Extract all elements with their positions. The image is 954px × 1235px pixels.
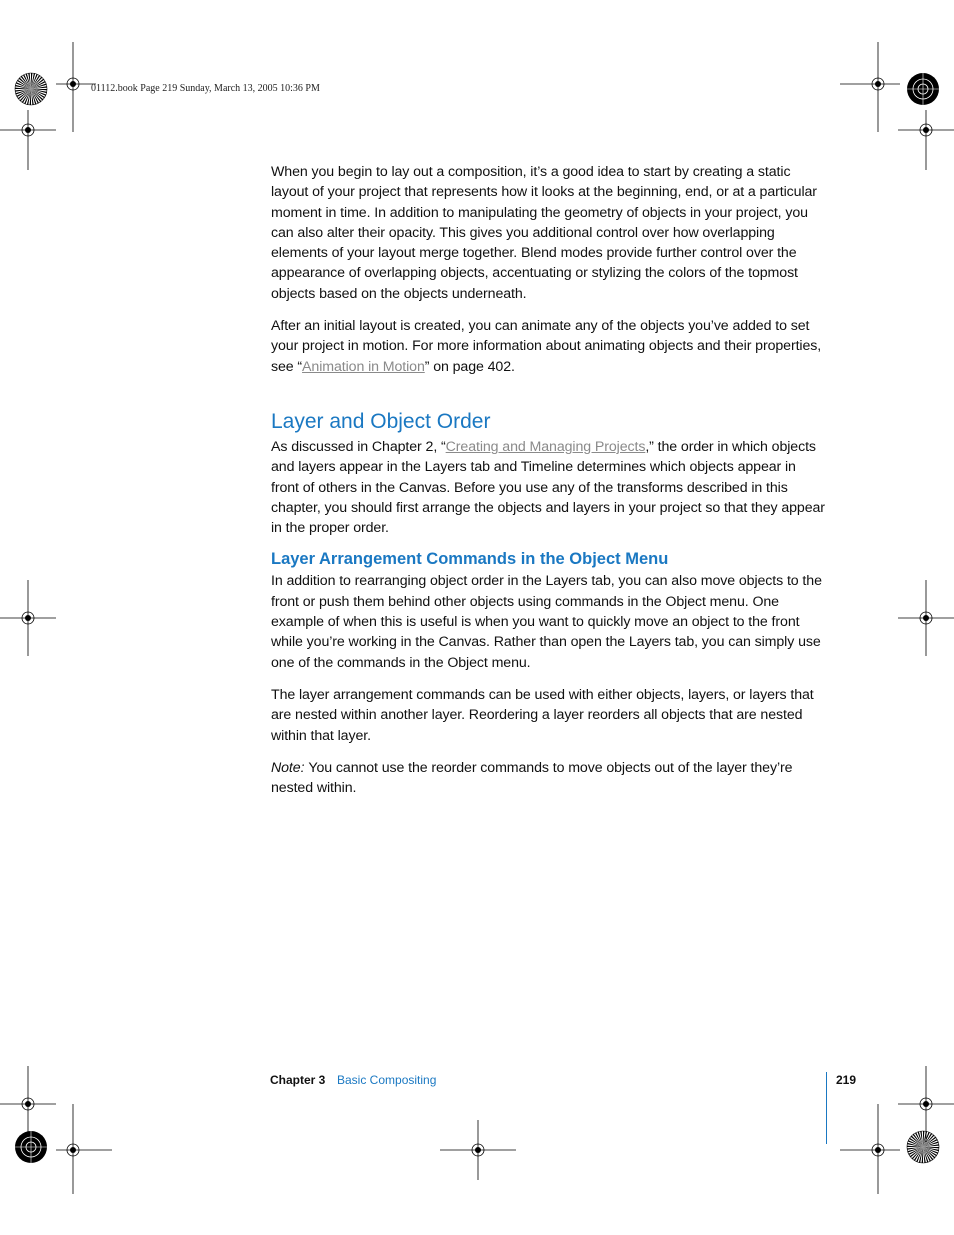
animation-paragraph-lead: After an initial layout is created, you can animate any of the objects you’ve added to set your project in motion. For more information about animating objects and their properties, see “: [271, 318, 822, 375]
crosshair-left-middle: [0, 580, 56, 656]
crosshair-right-upper: [898, 110, 954, 170]
crosshair-left-upper: [0, 110, 56, 170]
crosshair-right-middle: [898, 580, 954, 656]
page-number: 219: [836, 1073, 857, 1087]
crosshair-top-left: [56, 42, 96, 132]
footer-chapter-title: Basic Compositing: [337, 1073, 437, 1087]
animation-paragraph: [271, 316, 827, 377]
section-content: [271, 437, 827, 810]
crosshair-bottom-left: [56, 1104, 112, 1194]
section-heading: Layer and Object Order: [271, 410, 491, 433]
animation-paragraph-tail: ” on page 402.: [424, 358, 515, 375]
section-intro-tail: ,” the order in which objects and layers appear in the Layers tab and Timeline determines which objects appear in front of others in the Canvas. Before you use any of the transforms described in this chapter, you should first arrange the objects and layers in your project so that they appear in the proper order.: [271, 439, 825, 537]
intro-paragraph: When you begin to lay out a composition, it’s a good idea to start by creating a static layout of your project that represents how it looks at the beginning, end, or at a particular moment in time. In addition to manipulating the geometry of objects in your project, you can also alter their opacity. This gives you additional control over how overlapping elements of your layout merge together. Blend modes provide further control over the appearance of overlapping objects, accentuating or stylizing the colors of the topmost objects based on the objects underneath.: [271, 164, 817, 302]
note-paragraph: [271, 758, 827, 799]
section-intro-lead: As discussed in Chapter 2, “: [271, 439, 446, 455]
registration-wheel-top-right: [906, 72, 940, 106]
section-intro-paragraph: [271, 437, 827, 538]
registration-wheel-bottom-left: [14, 1130, 48, 1164]
registration-wheel-bottom-right: [906, 1130, 940, 1164]
note-text: You cannot use the reorder commands to move objects out of the layer they’re nested within.: [271, 759, 793, 797]
subsection-heading: Layer Arrangement Commands in the Object Menu: [271, 550, 669, 569]
body-content: [271, 162, 827, 389]
crosshair-bottom-center: [440, 1120, 516, 1180]
subsection-paragraph-1: In addition to rearranging object order in the Layers tab, you can also move objects to the front or push them behind other objects using commands in the Object menu. One example of when this is useful is when you want to quickly move an object to the front while you’re working in the Canvas. Rather than open the Layers tab, you can simply use one of the commands in the Object menu.: [271, 573, 822, 671]
subsection-paragraph-2: The layer arrangement commands can be used with either objects, layers, or layers that are nested within another layer. Reordering a layer reorders all objects that are nested within that layer.: [271, 686, 814, 744]
crosshair-top-right: [840, 42, 900, 132]
note-label: Note:: [271, 759, 305, 776]
footer-divider: [826, 1072, 827, 1144]
registration-wheel-top-left: [14, 72, 48, 106]
animation-in-motion-link[interactable]: Animation in Motion: [302, 358, 425, 375]
book-info-slug: 01112.book Page 219 Sunday, March 13, 2005 10:36 PM: [91, 83, 320, 94]
footer-chapter-label: Chapter 3: [270, 1073, 326, 1087]
crosshair-bottom-right: [840, 1104, 900, 1194]
creating-and-managing-projects-link[interactable]: Creating and Managing Projects: [445, 439, 646, 455]
